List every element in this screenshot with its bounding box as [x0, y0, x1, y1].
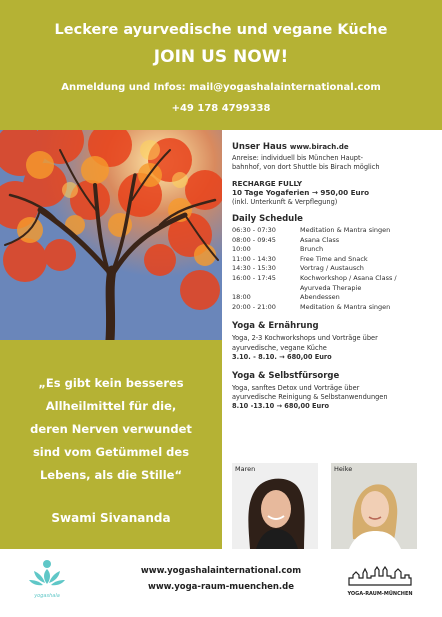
schedule-activity-line: Ayurveda Therapie — [300, 283, 362, 292]
schedule-time: 20:00 - 21:00 — [232, 302, 276, 311]
schedule-title: Daily Schedule — [232, 214, 303, 225]
desc-line: Yoga, 2-3 Kochworkshops und Vorträge über — [232, 334, 378, 343]
yoga-ernaehrung-section — [232, 321, 436, 362]
yoga-selbst-section — [232, 371, 436, 412]
photo-label-maren: Maren — [235, 465, 256, 473]
quote-text — [8, 372, 214, 487]
schedule-activity: Free Time and Snack — [300, 254, 368, 263]
schedule-activity-line: Kochworkshop / Asana Class / — [300, 274, 397, 282]
autumn-tree-image — [0, 130, 222, 340]
schedule-activity — [300, 274, 436, 293]
yoga-ernaehrung-desc — [232, 334, 436, 353]
join-us-heading: JOIN US NOW! — [153, 47, 289, 67]
photo-heike — [331, 463, 417, 549]
anreise-text — [232, 154, 436, 173]
birach-link[interactable]: www.birach.de — [289, 143, 349, 151]
schedule-time: 18:00 — [232, 293, 251, 302]
info-column — [232, 130, 436, 412]
unser-haus-section — [232, 142, 436, 173]
schedule-activity: Meditation & Mantra singen — [300, 226, 391, 235]
schedule-activity: Vortrag / Austausch — [300, 264, 364, 273]
unser-haus-title: Unser Haus — [232, 142, 287, 152]
yoga-ernaehrung-price: 3.10. - 8.10. → 680,00 Euro — [232, 353, 332, 362]
schedule-time: 16:00 - 17:45 — [232, 274, 276, 282]
yoga-selbst-price: 8.10 -13.10 → 680,00 Euro — [232, 402, 329, 411]
recharge-note: (inkl. Unterkunft & Verpflegung) — [232, 197, 338, 206]
skyline-icon — [347, 566, 413, 586]
quote-line: deren Nerven verwundet — [30, 422, 192, 436]
yoga-ernaehrung-title: Yoga & Ernährung — [232, 321, 319, 332]
yoga-raum-logo[interactable] — [347, 566, 413, 598]
desc-line: ayurvedische Reinigung & Selbstanwendungen — [232, 393, 388, 401]
quote-line: „Es gibt kein besseres — [38, 376, 184, 390]
website-link-yogashala[interactable]: www.yogashalainternational.com — [140, 566, 302, 576]
recharge-offer: 10 Tage Yogaferien → 950,00 Euro — [232, 188, 370, 198]
quote-box — [0, 340, 222, 549]
desc-line: ayurvedische, vegane Küche — [232, 343, 327, 352]
header-band — [0, 0, 442, 130]
anreise-line: Anreise: individuell bis München Haupt- — [232, 154, 363, 162]
schedule-row — [232, 274, 436, 293]
schedule-time: 08:00 - 09:45 — [232, 235, 276, 244]
website-link-yogaraum[interactable]: www.yoga-raum-muenchen.de — [147, 582, 295, 592]
headline: Leckere ayurvedische und vegane Küche — [54, 22, 388, 38]
schedule-time: 14:30 - 15:30 — [232, 264, 276, 273]
schedule-activity: Meditation & Mantra singen — [300, 302, 391, 311]
yogashala-logo-text: yogashala — [34, 593, 60, 599]
quote-line: Lebens, als die Stille“ — [39, 468, 183, 482]
quote-line: Allheilmittel für die, — [45, 399, 177, 413]
schedule-row — [232, 226, 436, 236]
schedule-row — [232, 236, 436, 246]
photo-label-heike: Heike — [334, 465, 353, 473]
unser-haus-heading — [232, 142, 436, 152]
schedule-time: 06:30 - 07:30 — [232, 226, 276, 235]
schedule-row — [232, 255, 436, 265]
schedule-row — [232, 264, 436, 274]
desc-line: Yoga, sanftes Detox und Vorträge über — [232, 383, 360, 392]
schedule-row — [232, 303, 436, 313]
anreise-line: bahnhof, von dort Shuttle bis Birach möglich — [232, 163, 380, 172]
contact-info[interactable]: Anmeldung und Infos: mail@yogashalainternational.com — [61, 82, 381, 93]
schedule-time: 11:00 - 14:30 — [232, 254, 276, 263]
schedule-section — [232, 214, 436, 312]
schedule-activity: Asana Class — [300, 235, 340, 244]
schedule-time: 10:00 — [232, 245, 251, 254]
photo-maren — [232, 463, 318, 549]
yoga-selbst-desc — [232, 384, 436, 403]
schedule-row — [232, 245, 436, 255]
schedule-activity: Brunch — [300, 245, 324, 254]
quote-line: sind vom Getümmel des — [32, 445, 190, 459]
schedule-activity: Abendessen — [300, 293, 340, 302]
quote-author: Swami Sivananda — [51, 511, 171, 525]
recharge-section — [232, 179, 436, 207]
recharge-title: RECHARGE FULLY — [232, 178, 303, 188]
yoga-raum-logo-text: YOGA-RAUM-MÜNCHEN — [347, 591, 413, 597]
schedule-row — [232, 293, 436, 303]
phone-number[interactable]: +49 178 4799338 — [171, 103, 271, 114]
yoga-selbst-title: Yoga & Selbstfürsorge — [232, 370, 340, 381]
